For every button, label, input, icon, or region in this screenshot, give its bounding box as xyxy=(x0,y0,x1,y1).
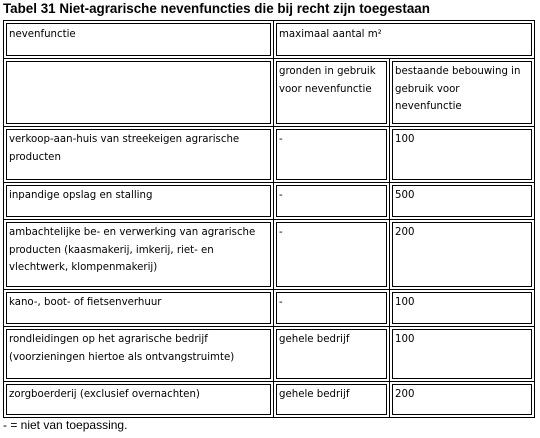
row-nevenfunctie: inpandige opslag en stalling xyxy=(4,183,274,220)
header-bebouwing: bestaande bebouwing in gebruik voor nevenfunctie xyxy=(390,59,535,127)
table-row xyxy=(4,382,535,418)
row-gronden: - xyxy=(274,220,390,290)
row-gronden: gehele bedrijf xyxy=(274,327,390,382)
table-row xyxy=(4,327,535,382)
table-title: Tabel 31 Niet-agrarische nevenfuncties die bij recht zijn toegestaan xyxy=(3,1,430,16)
row-nevenfunctie: rondleidingen op het agrarische bedrijf (voorzieningen hiertoe als ontvangstruimte) xyxy=(4,327,274,382)
footnote: - = niet van toepassing. xyxy=(3,418,128,432)
table-row xyxy=(4,127,535,183)
table-row xyxy=(4,183,535,220)
row-nevenfunctie: verkoop-aan-huis van streekeigen agrarische producten xyxy=(4,127,274,183)
row-bebouwing: 200 xyxy=(390,382,535,418)
row-nevenfunctie: zorgboerderij (exclusief overnachten) xyxy=(4,382,274,418)
row-gronden: gehele bedrijf xyxy=(274,382,390,418)
row-bebouwing: 200 xyxy=(390,220,535,290)
nevenfuncties-table xyxy=(3,20,535,418)
table-row xyxy=(4,290,535,327)
header-nevenfunctie: nevenfunctie xyxy=(4,21,274,59)
row-bebouwing: 500 xyxy=(390,183,535,220)
row-gronden: - xyxy=(274,290,390,327)
header-gronden: gronden in gebruik voor nevenfunctie xyxy=(274,59,390,127)
header-maximaal-aantal: maximaal aantal m² xyxy=(274,21,535,59)
row-nevenfunctie: kano-, boot- of fietsenverhuur xyxy=(4,290,274,327)
row-bebouwing: 100 xyxy=(390,127,535,183)
row-bebouwing: 100 xyxy=(390,290,535,327)
row-gronden: - xyxy=(274,183,390,220)
table-row xyxy=(4,220,535,290)
header-empty-cell xyxy=(4,59,274,127)
row-gronden: - xyxy=(274,127,390,183)
row-bebouwing: 100 xyxy=(390,327,535,382)
row-nevenfunctie: ambachtelijke be- en verwerking van agrarische producten (kaasmakerij, imkerij, riet- en vlechtwerk, klompenmakerij) xyxy=(4,220,274,290)
